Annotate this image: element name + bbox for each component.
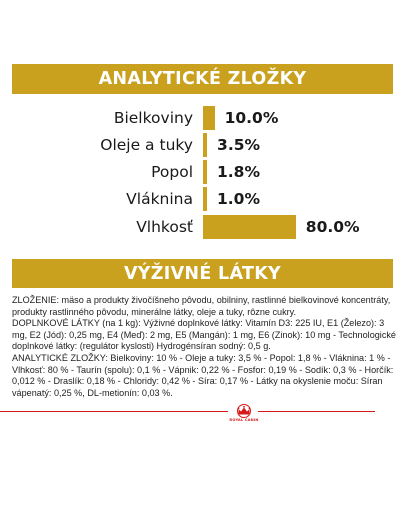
nutrient-row-ash: [0, 160, 405, 184]
nutrient-value: 1.8%: [217, 163, 260, 181]
footer-divider-right: [258, 411, 375, 412]
nutrient-bar: [203, 160, 207, 184]
nutrition-banner: [12, 259, 393, 288]
nutrient-label: Vláknina: [126, 190, 193, 208]
nutrient-value: 10.0%: [224, 109, 279, 127]
additives-paragraph: DOPLNKOVÉ LÁTKY (na 1 kg): Výživné doplnkové látky: Vitamín D3: 225 IU, E1 (Železo): 3 mg, E2 (Jód): 0,25 mg, E4 (Meď): 2 mg, E5 (Mangán): 1 mg, E6 (Zinok): 10 mg - Technologické doplnkové látky: (regulátor kyslosti) Hydrogénsíran sodný: 0,5 g.: [12, 318, 396, 352]
analytical-constituents-banner: [12, 64, 393, 94]
nutrient-bar: [203, 187, 207, 211]
nutrition-title: VÝŽIVNÉ LÁTKY: [123, 264, 282, 284]
nutrient-label: Vlhkosť: [136, 218, 193, 236]
crown-icon: [216, 404, 272, 419]
composition-paragraph: ZLOŽENIE: mäso a produkty živočíšneho pôvodu, obilniny, rastlinné bielkovinové koncentráty, produkty rastlinného pôvodu, minerálne látky, oleje a tuky, rôzne cukry.: [12, 295, 391, 317]
nutrient-label: Oleje a tuky: [100, 136, 193, 154]
composition-text: [12, 295, 397, 399]
royal-canin-logo: [216, 404, 272, 426]
nutrient-value: 80.0%: [305, 218, 360, 236]
nutrient-row-fat: [0, 133, 405, 157]
logo-text: ROYAL CANIN: [229, 418, 259, 422]
nutrient-bar: [203, 106, 215, 130]
nutrient-value: 3.5%: [217, 136, 261, 154]
nutrient-bar: [203, 215, 296, 239]
nutrient-label: Bielkoviny: [113, 109, 193, 127]
nutrient-row-protein: [0, 106, 405, 130]
nutrient-label: Popol: [151, 163, 193, 181]
nutrient-row-moisture: [0, 215, 405, 239]
footer-divider-left: [0, 411, 228, 412]
analytical-paragraph: ANALYTICKÉ ZLOŽKY: Bielkoviny: 10 % - Oleje a tuky: 3,5 % - Popol: 1,8 % - Vláknina: 1 % - Vlhkosť: 80 % - Taurín (spolu): 0,1 % - Vápnik: 0,22 % - Fosfor: 0,19 % - Sodík: 0,3 % - Horčík: 0,012 % - Draslík: 0,18 % - Chloridy: 0,42 % - Síra: 0,17 % - Látky na okyslenie moču: Síran vápenatý: 0,25 %, DL-metionín: 0,03 %.: [12, 352, 394, 398]
nutrient-bar: [203, 133, 207, 157]
nutrient-row-fiber: [0, 187, 405, 211]
nutrient-value: 1.0%: [217, 190, 260, 208]
analytical-constituents-title: ANALYTICKÉ ZLOŽKY: [98, 69, 307, 89]
